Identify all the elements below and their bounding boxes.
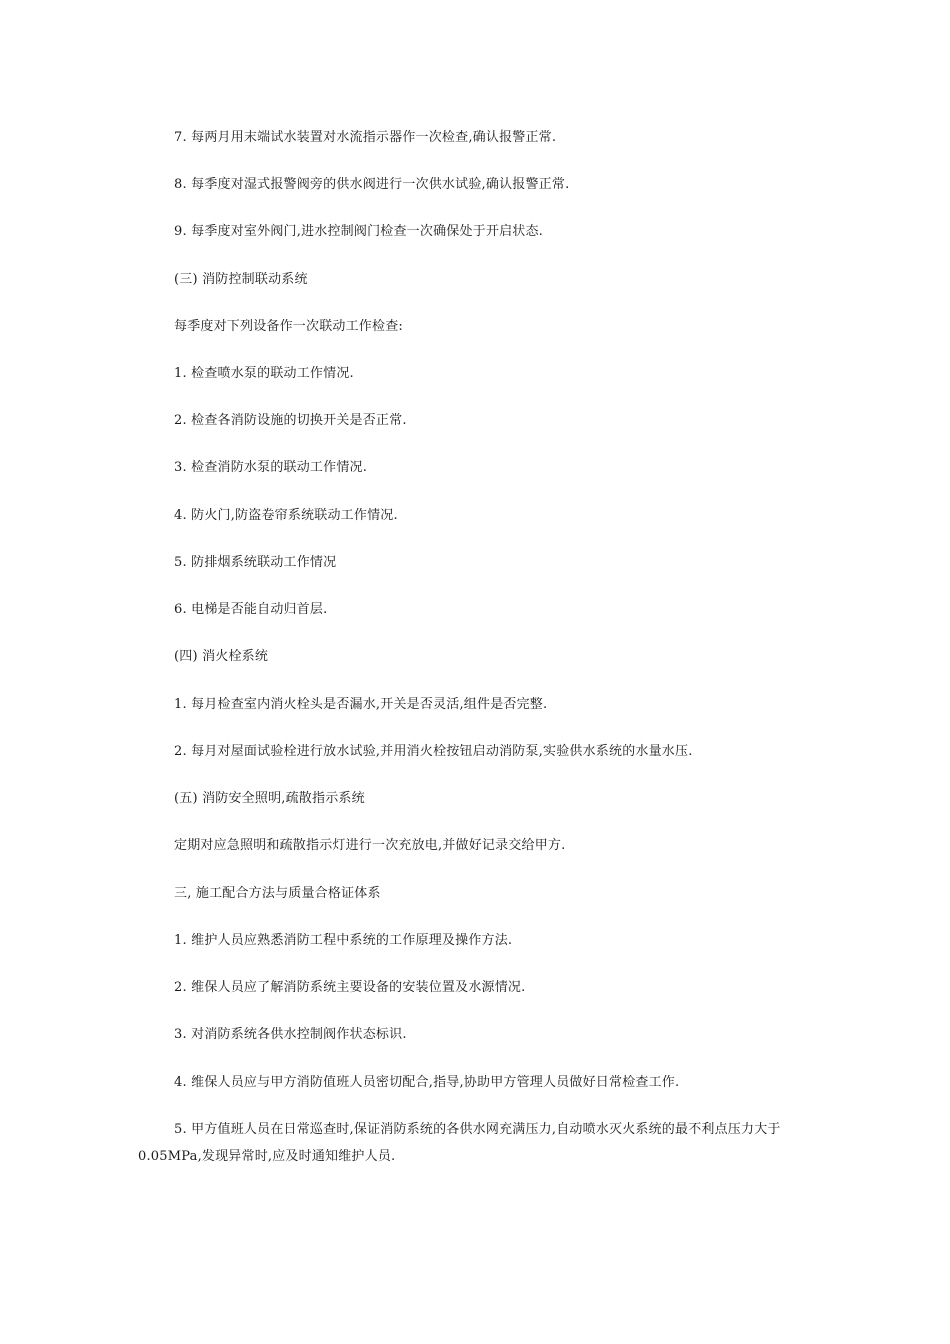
text-paragraph: 5. 甲方值班人员在日常巡查时,保证消防系统的各供水网充满压力,自动喷水灭火系统的最不利点压力大于0.05MPa,发现异常时,应及时通知维护人员. [138, 1122, 781, 1164]
text-line: 5. 防排烟系统联动工作情况 [174, 555, 337, 570]
text-line: 4. 维保人员应与甲方消防值班人员密切配合,指导,协助甲方管理人员做好日常检查工作. [174, 1075, 680, 1090]
text-line: 1. 维护人员应熟悉消防工程中系统的工作原理及操作方法. [174, 933, 513, 948]
text-line: 8. 每季度对湿式报警阀旁的供水阀进行一次供水试验,确认报警正常. [174, 177, 570, 192]
section-heading: (三) 消防控制联动系统 [174, 272, 308, 287]
section-heading: (五) 消防安全照明,疏散指示系统 [174, 791, 365, 806]
section-heading: (四) 消火栓系统 [174, 649, 269, 664]
text-line: 1. 检查喷水泵的联动工作情况. [174, 366, 354, 381]
text-line: 4. 防火门,防盗卷帘系统联动工作情况. [174, 508, 398, 523]
text-line: 9. 每季度对室外阀门,进水控制阀门检查一次确保处于开启状态. [174, 224, 544, 239]
text-line: 3. 检查消防水泵的联动工作情况. [174, 460, 368, 475]
text-line: 每季度对下列设备作一次联动工作检查: [174, 319, 403, 334]
text-line: 6. 电梯是否能自动归首层. [174, 602, 328, 617]
section-heading: 三, 施工配合方法与质量合格证体系 [174, 886, 381, 901]
text-line: 3. 对消防系统各供水控制阀作状态标识. [174, 1027, 407, 1042]
text-line: 7. 每两月用末端试水装置对水流指示器作一次检查,确认报警正常. [174, 130, 557, 145]
text-line: 1. 每月检查室内消火栓头是否漏水,开关是否灵活,组件是否完整. [174, 697, 548, 712]
text-line: 2. 维保人员应了解消防系统主要设备的安装位置及水源情况. [174, 980, 526, 995]
text-line: 2. 每月对屋面试验栓进行放水试验,并用消火栓按钮启动消防泵,实验供水系统的水量水压. [174, 744, 693, 759]
text-line: 2. 检查各消防设施的切换开关是否正常. [174, 413, 407, 428]
text-line: 定期对应急照明和疏散指示灯进行一次充放电,并做好记录交给甲方. [174, 838, 566, 853]
